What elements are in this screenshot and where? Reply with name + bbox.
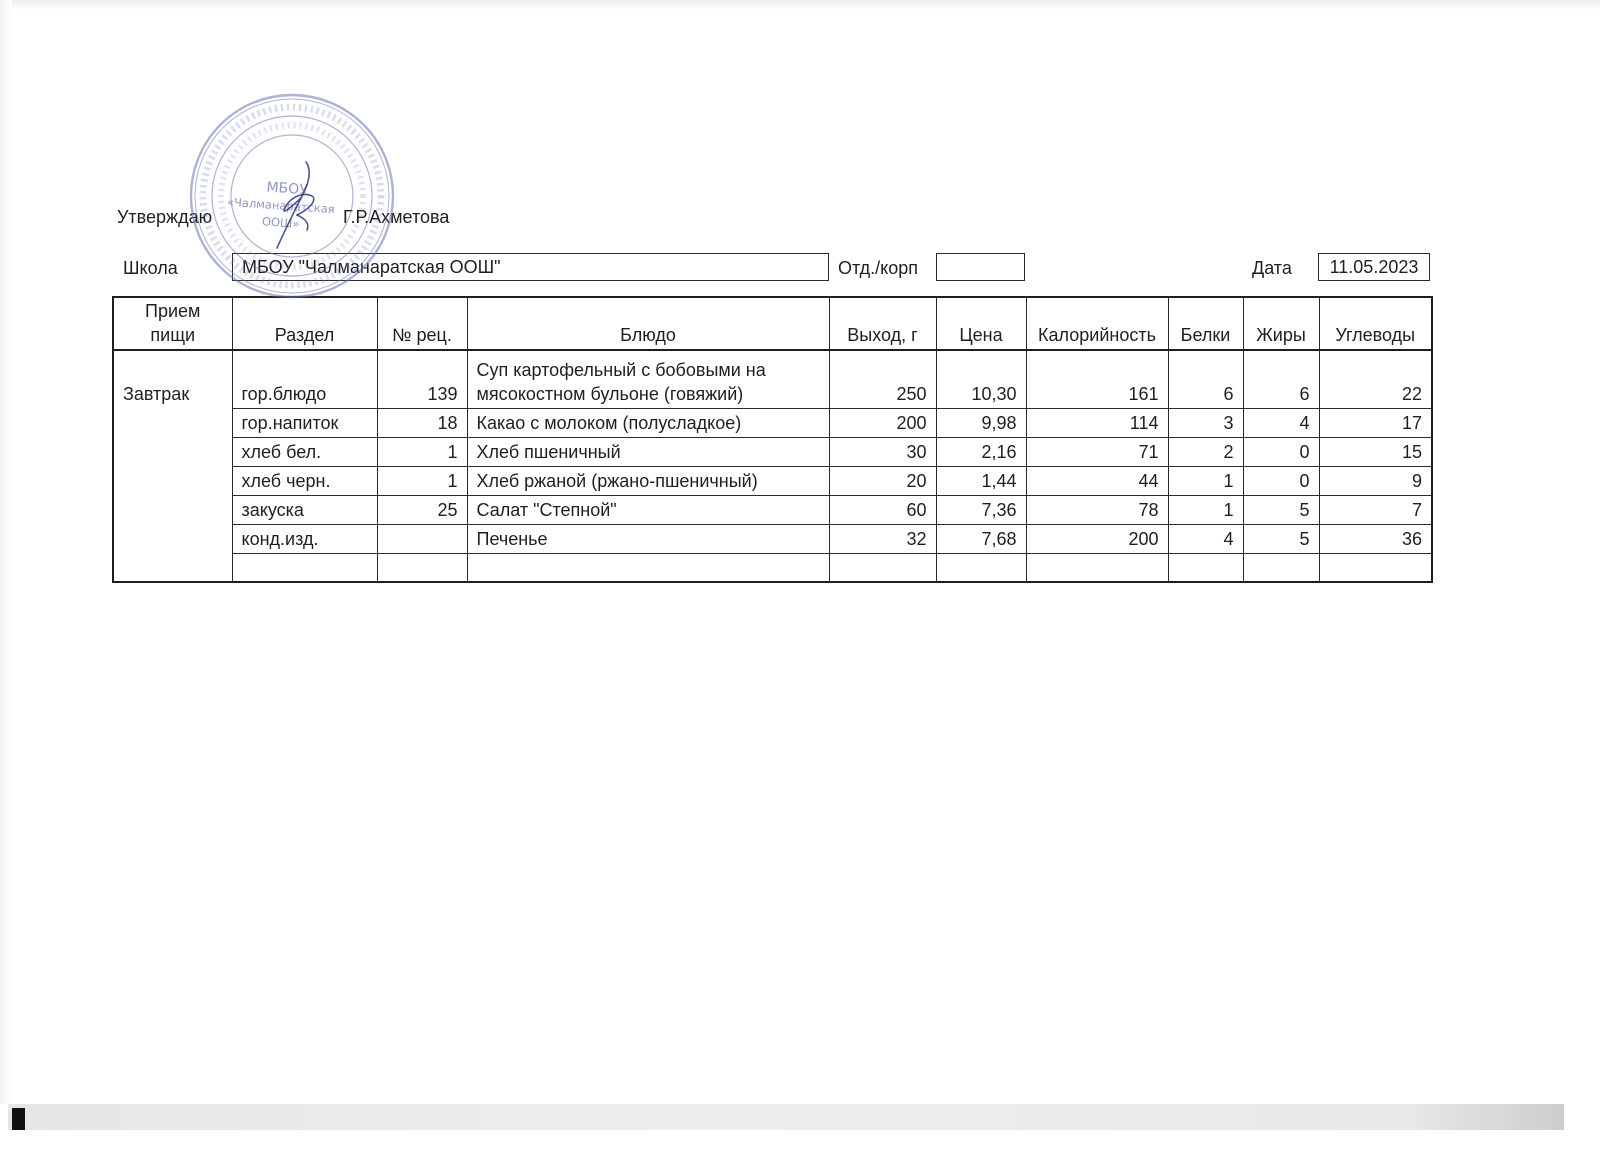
table-row-empty bbox=[113, 553, 1432, 582]
cell-calories: 44 bbox=[1026, 466, 1168, 495]
cell-protein: 3 bbox=[1168, 408, 1243, 437]
cell-calories: 161 bbox=[1026, 350, 1168, 408]
signatory-name: Г.Р.Ахметова bbox=[343, 207, 450, 227]
column-header-carbs: Углеводы bbox=[1319, 297, 1432, 350]
cell-yield: 32 bbox=[829, 524, 936, 553]
cell-recipe: 1 bbox=[377, 437, 467, 466]
cell-price: 10,30 bbox=[936, 350, 1026, 408]
cell-meal bbox=[113, 408, 232, 437]
menu-table bbox=[112, 296, 1433, 583]
cell-carbs: 7 bbox=[1319, 495, 1432, 524]
cell-protein: 6 bbox=[1168, 350, 1243, 408]
school-field bbox=[232, 253, 829, 281]
cell-recipe: 1 bbox=[377, 466, 467, 495]
scan-mark bbox=[12, 1108, 25, 1130]
cell-recipe bbox=[377, 553, 467, 582]
approval-label: Утверждаю bbox=[117, 207, 213, 227]
column-header-calories: Калорийность bbox=[1026, 297, 1168, 350]
cell-fat: 0 bbox=[1243, 466, 1319, 495]
column-header-price: Цена bbox=[936, 297, 1026, 350]
cell-calories: 71 bbox=[1026, 437, 1168, 466]
cell-price: 9,98 bbox=[936, 408, 1026, 437]
cell-yield bbox=[829, 553, 936, 582]
cell-dish: Салат "Степной" bbox=[467, 495, 829, 524]
cell-carbs bbox=[1319, 553, 1432, 582]
scan-edge-top bbox=[0, 0, 1600, 10]
cell-section: хлеб черн. bbox=[232, 466, 377, 495]
cell-fat: 4 bbox=[1243, 408, 1319, 437]
cell-price bbox=[936, 553, 1026, 582]
cell-yield: 20 bbox=[829, 466, 936, 495]
cell-carbs: 9 bbox=[1319, 466, 1432, 495]
cell-protein: 1 bbox=[1168, 466, 1243, 495]
stamp-line-3: ООШ» bbox=[261, 214, 300, 231]
table-header-row bbox=[113, 297, 1432, 350]
table-row bbox=[113, 495, 1432, 524]
school-value: МБОУ "Чалманаратская ООШ" bbox=[242, 257, 501, 277]
stamp-line-1: МБОУ bbox=[265, 179, 309, 199]
cell-meal: Завтрак bbox=[113, 350, 232, 408]
cell-meal bbox=[113, 466, 232, 495]
cell-section: закуска bbox=[232, 495, 377, 524]
cell-recipe: 139 bbox=[377, 350, 467, 408]
department-field bbox=[936, 253, 1025, 281]
cell-fat bbox=[1243, 553, 1319, 582]
table-row bbox=[113, 466, 1432, 495]
cell-meal bbox=[113, 524, 232, 553]
cell-meal bbox=[113, 495, 232, 524]
column-header-fat: Жиры bbox=[1243, 297, 1319, 350]
cell-price: 7,36 bbox=[936, 495, 1026, 524]
cell-yield: 250 bbox=[829, 350, 936, 408]
cell-yield: 30 bbox=[829, 437, 936, 466]
cell-carbs: 36 bbox=[1319, 524, 1432, 553]
cell-price: 7,68 bbox=[936, 524, 1026, 553]
cell-section: гор.напиток bbox=[232, 408, 377, 437]
cell-calories bbox=[1026, 553, 1168, 582]
column-header-section: Раздел bbox=[232, 297, 377, 350]
stamp-line-2: «Чалманаратская bbox=[226, 194, 336, 217]
column-header-protein: Белки bbox=[1168, 297, 1243, 350]
cell-dish: Какао с молоком (полусладкое) bbox=[467, 408, 829, 437]
cell-dish bbox=[467, 553, 829, 582]
cell-fat: 6 bbox=[1243, 350, 1319, 408]
table-row bbox=[113, 524, 1432, 553]
cell-protein bbox=[1168, 553, 1243, 582]
cell-yield: 60 bbox=[829, 495, 936, 524]
cell-recipe bbox=[377, 524, 467, 553]
cell-carbs: 17 bbox=[1319, 408, 1432, 437]
cell-price: 2,16 bbox=[936, 437, 1026, 466]
cell-protein: 2 bbox=[1168, 437, 1243, 466]
column-header-meal-label: Прием пищи bbox=[145, 301, 201, 345]
cell-meal bbox=[113, 553, 232, 582]
column-header-dish: Блюдо bbox=[467, 297, 829, 350]
column-header-meal bbox=[113, 297, 232, 350]
cell-section: хлеб бел. bbox=[232, 437, 377, 466]
school-label: Школа bbox=[123, 258, 178, 278]
cell-carbs: 22 bbox=[1319, 350, 1432, 408]
table-row bbox=[113, 350, 1432, 408]
cell-calories: 78 bbox=[1026, 495, 1168, 524]
signature bbox=[277, 162, 314, 248]
cell-section: конд.изд. bbox=[232, 524, 377, 553]
cell-calories: 114 bbox=[1026, 408, 1168, 437]
column-header-recipe: № рец. bbox=[377, 297, 467, 350]
cell-carbs: 15 bbox=[1319, 437, 1432, 466]
cell-meal bbox=[113, 437, 232, 466]
cell-dish: Суп картофельный с бобовыми на мясокостном бульоне (говяжий) bbox=[467, 350, 829, 408]
cell-dish: Печенье bbox=[467, 524, 829, 553]
date-value: 11.05.2023 bbox=[1329, 257, 1419, 277]
cell-protein: 1 bbox=[1168, 495, 1243, 524]
cell-protein: 4 bbox=[1168, 524, 1243, 553]
department-label: Отд./корп bbox=[838, 258, 918, 278]
cell-recipe: 18 bbox=[377, 408, 467, 437]
table-row bbox=[113, 437, 1432, 466]
scan-edge-left bbox=[0, 0, 12, 1104]
table-row bbox=[113, 408, 1432, 437]
cell-dish: Хлеб ржаной (ржано-пшеничный) bbox=[467, 466, 829, 495]
cell-recipe: 25 bbox=[377, 495, 467, 524]
date-field bbox=[1318, 253, 1430, 281]
column-header-yield: Выход, г bbox=[829, 297, 936, 350]
date-label: Дата bbox=[1252, 258, 1292, 278]
cell-calories: 200 bbox=[1026, 524, 1168, 553]
scan-edge-bottom bbox=[8, 1104, 1564, 1130]
cell-dish: Хлеб пшеничный bbox=[467, 437, 829, 466]
cell-fat: 0 bbox=[1243, 437, 1319, 466]
cell-fat: 5 bbox=[1243, 524, 1319, 553]
cell-section bbox=[232, 553, 377, 582]
cell-section: гор.блюдо bbox=[232, 350, 377, 408]
cell-price: 1,44 bbox=[936, 466, 1026, 495]
cell-fat: 5 bbox=[1243, 495, 1319, 524]
cell-yield: 200 bbox=[829, 408, 936, 437]
